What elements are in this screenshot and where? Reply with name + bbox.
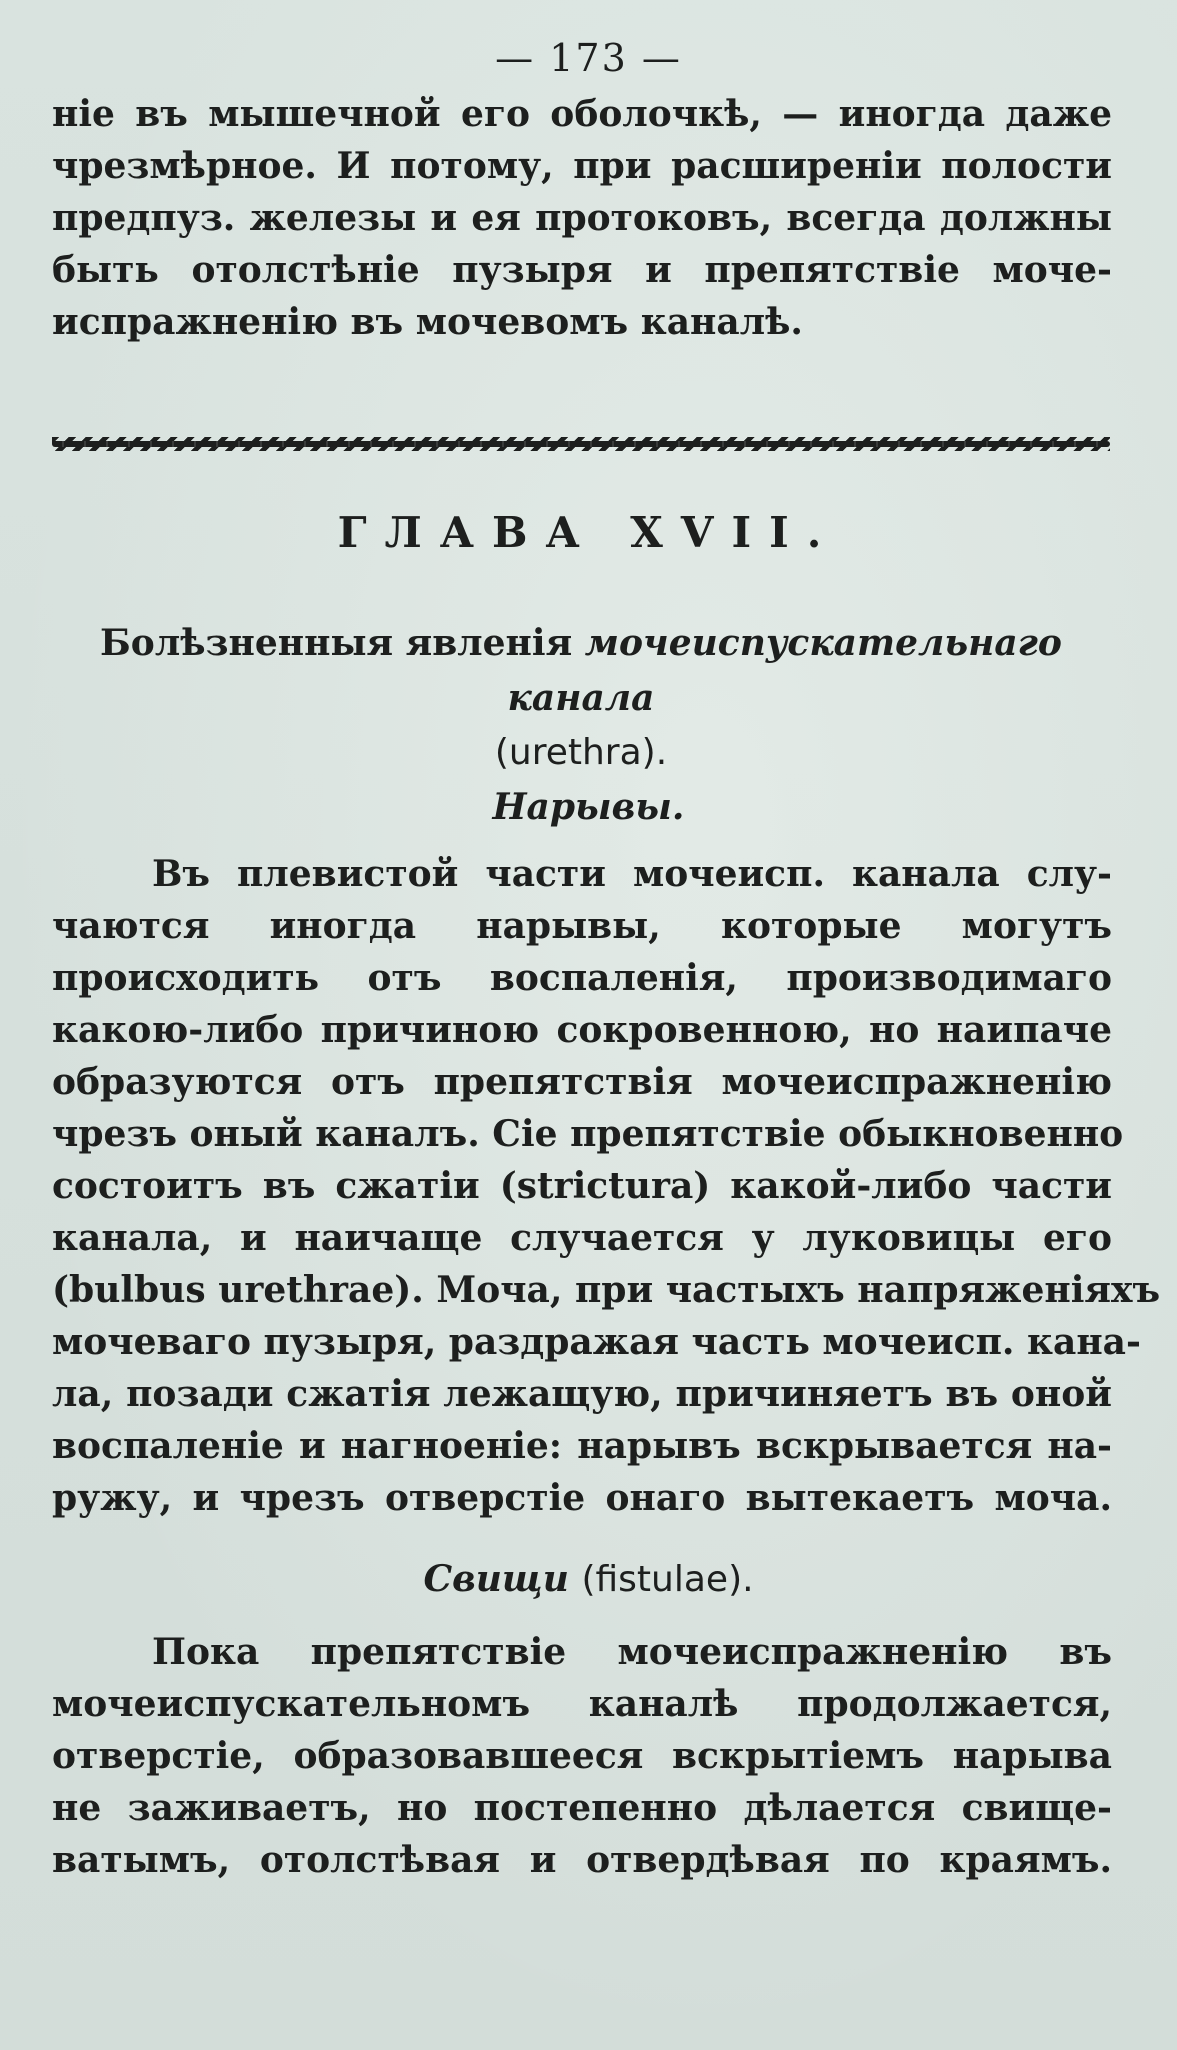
text-line: чрезъ оный каналъ. Сіе препятствіе обыкновенно (52, 1113, 1124, 1155)
section-heading-text: Свищи (423, 1558, 582, 1600)
text-line: чрезмѣрное. И потому, при расширеніи полости (52, 145, 1112, 187)
section-heading-latin: (fistulae). (581, 1559, 754, 1600)
section-abscesses-body (52, 848, 1161, 1524)
text-line: воспаленіе и нагноеніе: нарывъ вскрывается на- (52, 1425, 1112, 1467)
text-line: отверстіе, образовавшееся вскрытіемъ нарыва (52, 1735, 1112, 1777)
text-line: ла, позади сжатія лежащую, причиняетъ въ оной (52, 1373, 1112, 1415)
text-line: Пока препятствіе мочеиспражненію въ (152, 1631, 1112, 1673)
text-line: быть отолстѣніе пузыря и препятствіе моче- (52, 249, 1112, 291)
decorative-rule (52, 437, 1110, 451)
page-number: — 173 — (495, 36, 682, 80)
text-line: чаются иногда нарывы, которые могутъ (52, 905, 1112, 947)
section-heading-text: Нарывы. (492, 786, 685, 828)
text-line: образуются отъ препятствія мочеиспражненію (52, 1061, 1112, 1103)
continuation-paragraph (52, 88, 1112, 348)
text-line: какою-либо причиною сокровенною, но наипаче (52, 1009, 1112, 1051)
chapter-title: ГЛАВА XVII. (337, 508, 840, 557)
subtitle-latin: (urethra). (494, 732, 668, 773)
text-line: мочеваго пузыря, раздражая часть мочеисп. кана- (52, 1321, 1141, 1363)
text-line: мочеиспускательномъ каналѣ продолжается, (52, 1683, 1112, 1725)
text-line: ніе въ мышечной его оболочкѣ, — иногда даже (52, 93, 1112, 135)
decorative-rule-line (52, 441, 1110, 447)
subtitle-part-2: мочеиспускательнаго канала (507, 622, 1062, 719)
text-line: происходить отъ воспаленія, производимаго (52, 957, 1112, 999)
text-line: ватымъ, отолстѣвая и отвердѣвая по краямъ. (52, 1839, 1112, 1881)
text-line: Въ плевистой части мочеисп. канала слу- (152, 853, 1112, 895)
text-line: испражненію въ мочевомъ каналѣ. (52, 301, 803, 343)
text-line: канала, и наичаще случается у луковицы его (52, 1217, 1112, 1259)
text-line: ружу, и чрезъ отверстіе онаго вытекаетъ моча. (52, 1477, 1112, 1519)
chapter-subtitle (52, 616, 1110, 780)
subtitle-part-1: Болѣзненныя явленія (100, 622, 585, 664)
section-heading-abscesses (0, 786, 1177, 828)
text-line: (bulbus urethrae). Моча, при частыхъ напряженіяхъ (52, 1269, 1161, 1311)
section-heading-fistulae (0, 1558, 1177, 1600)
text-line: не заживаетъ, но постепенно дѣлается свище- (52, 1787, 1112, 1829)
section-fistulae-body (52, 1626, 1112, 1886)
text-line: предпуз. железы и ея протоковъ, всегда должны (52, 197, 1112, 239)
text-line: состоитъ въ сжатіи (strictura) какой-либо части (52, 1165, 1112, 1207)
